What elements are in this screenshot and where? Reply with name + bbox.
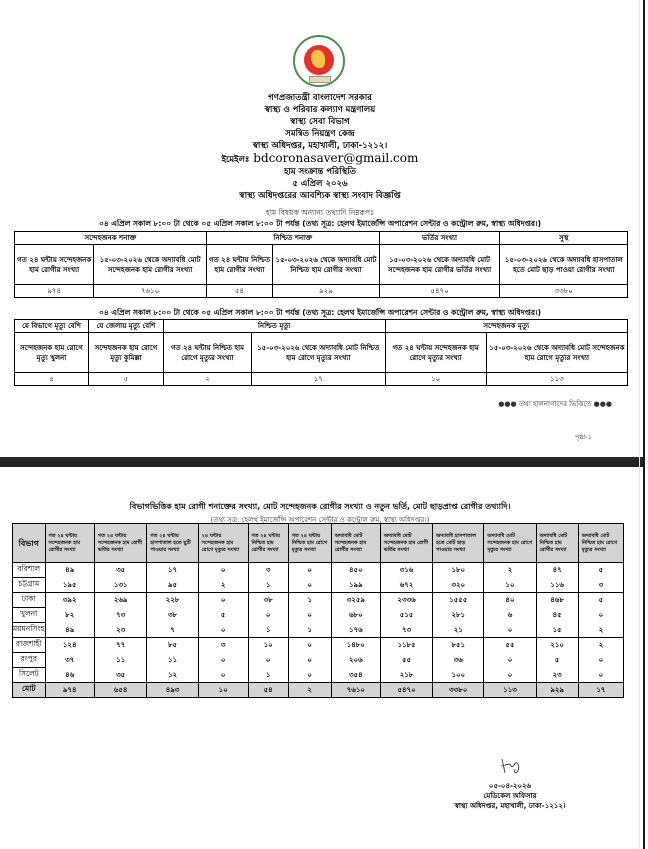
- table-cell: ১০: [385, 373, 486, 386]
- table1-caption: ০৪ এপ্রিল সকাল ৮:০০ টা থেকে ০৫ এপ্রিল সকাল ৮:০০ টা পর্যন্ত (তথ্য সূত্র: হেলথ ইমার্জেন্সি অপারেশন সেন্টার ও কন্ট্রোল রুম, স্বাস্থ্য অধিদপ্তর।): [98, 219, 542, 228]
- table-cell: ২১৮: [380, 668, 432, 683]
- table-cell: ৫: [578, 563, 623, 578]
- table-cell: ৪৫: [536, 608, 578, 623]
- col-header: ১৫-০৩-২০২৬ থেকে অদ্যাবধি মোট সন্দেহজনক হাম রোগে মৃত্যুর সংখ্যা: [486, 333, 627, 373]
- table-cell: ০: [288, 608, 331, 623]
- table-cell: ৩১৬: [380, 563, 432, 578]
- col-header: ১৫-০৩-২০২৬ থেকে অদ্যাবধি মোট নিশ্চিত হাম রোগীর সংখ্যা: [273, 245, 379, 285]
- table-cell: ০: [198, 563, 248, 578]
- table-cell: ৫৪: [206, 285, 272, 298]
- table-cell: ১১৩: [486, 373, 627, 386]
- page-separator: [0, 457, 645, 467]
- col-header: অদ্যাবধি মোট নিশ্চিত হাম রোগে মৃত্যুর সংখ্যা: [578, 524, 623, 563]
- table-cell: ৩৫: [94, 563, 146, 578]
- table-cell: ৭: [147, 623, 198, 638]
- col-header: ২৪ ঘন্টায় সন্দেহজনক হাম রোগে মৃত্যুর সংখ্যা: [198, 524, 248, 563]
- table-cell: ২: [578, 638, 623, 653]
- table-row: [13, 623, 624, 638]
- division-name: ঢাকা: [13, 593, 46, 608]
- table-cell: ৪৫০: [331, 563, 380, 578]
- col-header: অদ্যাবধি মোট সন্দেহজনক হাম রোগে মৃত্যুর সংখ্যা: [484, 524, 536, 563]
- table-row: [13, 638, 624, 653]
- ministry-line-5: স্বাস্থ্য অধিদপ্তর, মহাখালী, ঢাকা-১২১২।: [252, 141, 388, 151]
- table-cell: ৪৭: [536, 563, 578, 578]
- ministry-line-1: গণপ্রজাতন্ত্রী বাংলাদেশ সরকার: [268, 93, 372, 103]
- table-cell: ৩৬: [433, 653, 484, 668]
- table-cell: ১: [288, 593, 331, 608]
- table-cell: ০: [288, 578, 331, 593]
- division-wise-table: [12, 523, 624, 698]
- total-cell: ২: [288, 683, 331, 698]
- table-cell: ০: [578, 653, 623, 668]
- division-name: ময়মনসিংহ: [13, 623, 46, 638]
- government-seal-logo: [293, 35, 345, 87]
- table-cell: ২০৬: [331, 653, 380, 668]
- email-address[interactable]: bdcoronasaver@gmail.com: [253, 151, 419, 165]
- table-cell: ০: [248, 653, 288, 668]
- table-cell: ৯৭৪: [15, 285, 94, 298]
- total-cell: ১৭: [578, 683, 623, 698]
- table-cell: ১১৬: [536, 578, 578, 593]
- group-admitted: ভর্তির সংখ্যা: [379, 232, 500, 245]
- table-cell: ৩৫: [94, 668, 146, 683]
- table-cell: ১৫৫৫: [433, 593, 484, 608]
- table-cell: ১০: [484, 578, 536, 593]
- table-cell: ০: [248, 608, 288, 623]
- subject-line: হাম সংক্রান্ত পরিস্থিতি: [283, 167, 357, 177]
- col-header: গত ২৪ ঘন্টায় সন্দেহজনক হাম রোগী ভর্তির সংখ্যা: [94, 524, 146, 563]
- total-cell: ৯২৯: [536, 683, 578, 698]
- table-cell: ৫: [88, 373, 163, 386]
- ministry-line-2: স্বাস্থ্য ও পরিবার কল্যাণ মন্ত্রণালয়: [264, 105, 376, 115]
- col-header: অদ্যাবধি মোট নিশ্চিত হাম রোগীর সংখ্যা: [536, 524, 578, 563]
- signature-icon: [498, 755, 528, 777]
- col-header: গত ২৪ ঘন্টায় সন্দেহজনক হাম রোগে মৃত্যুর সংখ্যা: [385, 333, 486, 373]
- table-cell: ১১: [94, 653, 146, 668]
- table-cell: ১৩১: [94, 578, 146, 593]
- viewer-scrollbar-edge[interactable]: [643, 0, 645, 849]
- table-cell: ১: [248, 623, 288, 638]
- table-cell: ২২৮: [147, 593, 198, 608]
- table-cell: ২৬৯: [94, 593, 146, 608]
- date-line: ৫ এপ্রিল ২০২৬: [292, 179, 348, 189]
- table-cell: ৪৯: [45, 623, 94, 638]
- table-cell: ৩: [248, 563, 288, 578]
- table-cell: ১৭: [147, 563, 198, 578]
- table-cell: ৫: [578, 593, 623, 608]
- table-cell: ৬৭২: [380, 578, 432, 593]
- document-page-2: [0, 467, 640, 849]
- table-cell: ৩২০: [433, 578, 484, 593]
- table-cell: ২: [484, 563, 536, 578]
- table-cell: ১৯৯: [331, 578, 380, 593]
- group-confirmed-deaths: নিশ্চিত মৃত্যু: [163, 320, 385, 333]
- table-cell: ১১৮৫: [380, 638, 432, 653]
- total-cell: ৬৫৪: [94, 683, 146, 698]
- table-cell: ২১০: [536, 638, 578, 653]
- signature-title: মেডিকেল অফিসার: [483, 792, 537, 800]
- page-number: পৃষ্ঠা-১: [574, 433, 592, 441]
- total-cell: ৪৯৩: [147, 683, 198, 698]
- table-cell: ০: [288, 638, 331, 653]
- group-district-most-deaths: যে জেলায় মৃত্যু বেশি: [88, 320, 163, 333]
- table-cell: ২১: [433, 623, 484, 638]
- total-cell: ৯৭৪: [45, 683, 94, 698]
- col-header: অদ্যাবধি হাসপাতাল হতে মোট ছাড় পাওয়ার সংখ্যা: [433, 524, 484, 563]
- table-cell: ১: [288, 623, 331, 638]
- table-cell: ৩: [578, 578, 623, 593]
- table-cell: ২: [578, 623, 623, 638]
- table-cell: ১৪৮০: [331, 638, 380, 653]
- table-cell: ৮৫১: [433, 638, 484, 653]
- table-cell: ৪৬৮: [536, 593, 578, 608]
- update-footnote: ●●● তথ্য হালনাগাদের ভিত্তিতে ●●●: [498, 400, 612, 408]
- table-cell: ৩৮: [248, 593, 288, 608]
- table-row: [13, 608, 624, 623]
- group-confirmed: নিশ্চিত শনাক্ত: [206, 232, 379, 245]
- table-row: [13, 578, 624, 593]
- table-cell: ২৩৩৬: [380, 593, 432, 608]
- table-cell: ৭৭: [94, 638, 146, 653]
- table-cell: ৭৬১০: [94, 285, 206, 298]
- col-header: গত ২৪ ঘন্টায় নিশ্চিত হাম রোগীর সংখ্যা: [248, 524, 288, 563]
- table-cell: ০: [198, 653, 248, 668]
- table-cell: ৫: [536, 653, 578, 668]
- division-name: চট্টগ্রাম: [13, 578, 46, 593]
- table-row: [13, 653, 624, 668]
- table-cell: ৬: [484, 608, 536, 623]
- total-label: মোট: [13, 683, 46, 698]
- ministry-line-4: সমন্বিত নিয়ন্ত্রণ কেন্দ্র: [285, 129, 355, 139]
- table-cell: ২৮১: [433, 608, 484, 623]
- table-cell: ০: [288, 653, 331, 668]
- total-cell: ৭৬১০: [331, 683, 380, 698]
- table-row: [13, 563, 624, 578]
- table-cell: ০: [288, 563, 331, 578]
- signature-date: ০৫-০৪-২০২৬: [488, 782, 532, 790]
- table-cell: ৭৩: [380, 623, 432, 638]
- table-cell: ৮৫: [147, 638, 198, 653]
- col-header: ১৫-০৩-২০২৬ থেকে অদ্যাবধি মোট সন্দেহজনক হাম রোগীর সংখ্যা: [94, 245, 206, 285]
- group-suspected-deaths: সন্দেহজনক মৃত্যু: [385, 320, 627, 333]
- group-division-most-deaths: যে বিভাগে মৃত্যু বেশি: [15, 320, 89, 333]
- col-header: অদ্যাবধি মোট সন্দেহজনক হাম রোগী ভর্তির সংখ্যা: [380, 524, 432, 563]
- table-cell: ২৩: [536, 668, 578, 683]
- col-header: গত ২৪ ঘন্টায় নিশ্চিত হাম রোগে মৃত্যুর সংখ্যা: [163, 333, 251, 373]
- table-row: [13, 668, 624, 683]
- division-name: সিলেট: [13, 668, 46, 683]
- table-cell: ১: [248, 668, 288, 683]
- table-cell: ৫৪৭০: [379, 285, 500, 298]
- col-header: গত ২৪ ঘন্টায় নিশ্চিত হাম রোগীর সংখ্যা: [206, 245, 272, 285]
- table-cell: ১৯৫: [45, 578, 94, 593]
- email-label: ইমেইলঃ: [221, 155, 250, 165]
- col-header: গত ২৪ ঘন্টায় সন্দেহজনক হাম রোগীর সংখ্যা: [15, 245, 94, 285]
- total-cell: ৩৩৮০: [433, 683, 484, 698]
- table-cell: ৩৮: [147, 608, 198, 623]
- division-name: রংপুর: [13, 653, 46, 668]
- table-cell: ০: [484, 653, 536, 668]
- col-header-division: বিভাগ: [13, 524, 46, 563]
- table-cell: ৩: [198, 638, 248, 653]
- table-cell: ৫৫: [484, 638, 536, 653]
- signature-office: স্বাস্থ্য অধিদপ্তর, মহাখালী, ঢাকা-১২১২।: [454, 802, 566, 810]
- deaths-summary-table: [14, 319, 628, 386]
- table-cell: ৩৩৮০: [500, 285, 628, 298]
- col-header: গত ২৪ ঘন্টায় নিশ্চিত হাম রোগে মৃত্যুর সংখ্যা: [288, 524, 331, 563]
- table-cell: ১৮০: [433, 563, 484, 578]
- table-cell: ৭৩: [94, 608, 146, 623]
- division-table-title: বিভাগভিত্তিক হাম রোগী শনাক্তের সংখ্যা, মোট সন্দেহজনক রোগীর সংখ্যা ও নতুন ভর্তি, মোট ছাড়প্রাপ্ত রোগীর তথ্যাদি।: [129, 502, 511, 511]
- division-name: রাজশাহী: [13, 638, 46, 653]
- table-cell: ০: [484, 623, 536, 638]
- email-line: [0, 152, 640, 166]
- table-cell: ১৭৬: [331, 623, 380, 638]
- group-suspected: সন্দেহজনক শনাক্ত: [15, 232, 207, 245]
- table-row: [13, 593, 624, 608]
- table-cell: ৬৮০: [331, 608, 380, 623]
- col-header: সন্দেহজনক হাম রোগে মৃত্যু খুলনা: [15, 333, 89, 373]
- col-header: ১৫-০৩-২০২৬ থেকে অদ্যাবধি হাসপাতাল হতে মোট ছাড় পাওয়া রোগীর সংখ্যা: [500, 245, 628, 285]
- table-cell: ৪৬: [45, 668, 94, 683]
- table-cell: ৯২৯: [273, 285, 379, 298]
- col-header: গত ২৪ ঘন্টায় হাসপাতাল হতে ছুটি পাওয়ার সংখ্যা: [147, 524, 198, 563]
- release-title: স্বাস্থ্য অধিদপ্তরের আবশ্যিক স্বাস্থ্য সংবাদ বিজ্ঞপ্তি: [239, 191, 401, 201]
- table-cell: ১২: [147, 668, 198, 683]
- total-cell: ৫৪: [248, 683, 288, 698]
- table-cell: ১: [248, 578, 288, 593]
- table-cell: ০: [484, 668, 536, 683]
- table-cell: ৩৯২: [45, 593, 94, 608]
- table-cell: ০: [198, 623, 248, 638]
- table-cell: ৫: [198, 608, 248, 623]
- table-cell: ৫: [15, 373, 89, 386]
- table-cell: ১২৪: [45, 638, 94, 653]
- table-cell: ৮২: [45, 608, 94, 623]
- division-table-source: (তথ্য সূত্র: হেলথ ইমার্জেন্সি অপারেশন সেন্টার ও কন্ট্রোল রুম, স্বাস্থ্য অধিদপ্তর।): [210, 516, 430, 524]
- table-cell: ১৭: [251, 373, 385, 386]
- table2-caption: ০৪ এপ্রিল সকাল ৮:০০ টা থেকে ০৫ এপ্রিল সকাল ৮:০০ টা পর্যন্ত (তথ্য সূত্র: হেলথ ইমার্জেন্সি অপারেশন সেন্টার ও কন্ট্রোল রুম, স্বাস্থ্য অধিদপ্তর।): [98, 308, 542, 317]
- table-cell: ১৫: [536, 623, 578, 638]
- total-cell: ১১৩: [484, 683, 536, 698]
- table-cell: ২: [198, 578, 248, 593]
- table-cell: ০: [578, 668, 623, 683]
- table-cell: ৪৯: [45, 563, 94, 578]
- table-cell: ৩৭: [45, 653, 94, 668]
- table-cell: ০: [578, 608, 623, 623]
- col-header: অদ্যাবধি মোট সন্দেহজনক হাম রোগীর সংখ্যা: [331, 524, 380, 563]
- table-cell: ৪০: [484, 593, 536, 608]
- table-cell: ৫১৫: [380, 608, 432, 623]
- table-cell: ২৩: [94, 623, 146, 638]
- page-edge-shadow: [639, 0, 640, 849]
- table-cell: ৫৫: [380, 653, 432, 668]
- division-name: খুলনা: [13, 608, 46, 623]
- table-cell: ২: [163, 373, 251, 386]
- table-cell: ১১: [147, 653, 198, 668]
- total-cell: ৫৪৭০: [380, 683, 432, 698]
- ministry-line-3: স্বাস্থ্য সেবা বিভাগ: [290, 117, 350, 127]
- table-cell: ১০০: [433, 668, 484, 683]
- col-header: সন্দেহজনক হাম রোগে মৃত্যু কুমিল্লা: [88, 333, 163, 373]
- table-cell: ৯৫: [147, 578, 198, 593]
- table-cell: ৩৫৪: [331, 668, 380, 683]
- cases-summary-table: [14, 231, 628, 298]
- total-row: [13, 683, 624, 698]
- table-cell: ৩২৫৯: [331, 593, 380, 608]
- col-header: ১৫-০৩-২০২৬ থেকে অদ্যাবধি মোট নিশ্চিত হাম রোগে মৃত্যুর সংখ্যা: [251, 333, 385, 373]
- table-cell: ০: [198, 593, 248, 608]
- division-name: বরিশাল: [13, 563, 46, 578]
- total-cell: ১০: [198, 683, 248, 698]
- table-cell: ১০: [248, 638, 288, 653]
- table-cell: ০: [288, 668, 331, 683]
- intro-text: হাম বিষয়ক অন্যান্য তথ্যাদি নিম্নরূপঃ: [265, 208, 375, 217]
- table-cell: ০: [198, 668, 248, 683]
- col-header: ১৫-০৩-২০২৬ থেকে অদ্যাবধি মোট সন্দেহজনক হাম রোগীর ভর্তির সংখ্যা: [379, 245, 500, 285]
- col-header: গত ২৪ ঘন্টায় সন্দেহজনক হাম রোগীর সংখ্যা: [45, 524, 94, 563]
- group-recovered: সুস্থ: [500, 232, 628, 245]
